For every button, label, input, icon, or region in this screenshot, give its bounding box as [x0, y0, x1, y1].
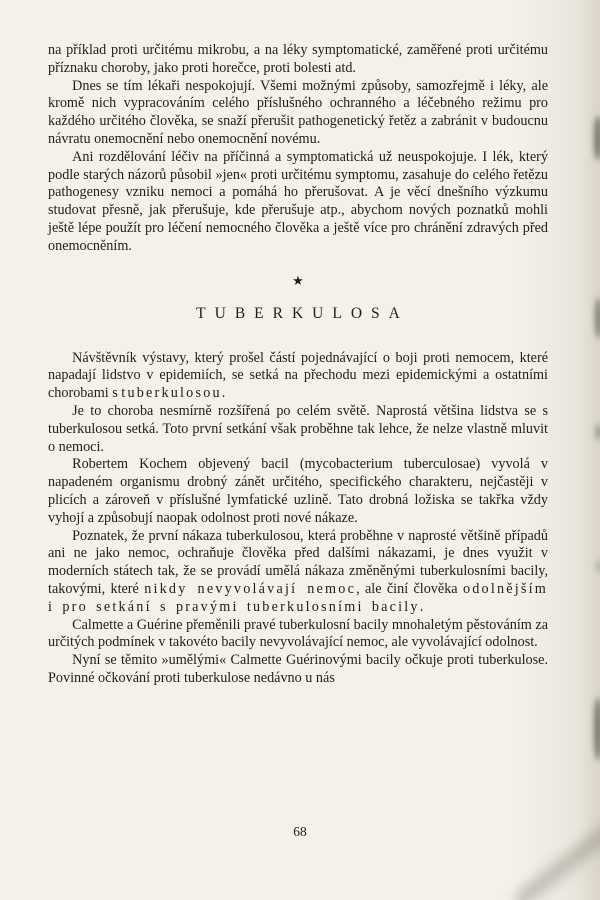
text-run: .	[221, 385, 226, 402]
scan-smudge	[594, 116, 600, 160]
scan-smudge	[594, 698, 600, 760]
paragraph	[48, 528, 548, 617]
paragraph	[48, 652, 548, 688]
paragraph	[48, 149, 548, 256]
page-number: 68	[293, 824, 307, 839]
paragraph	[48, 456, 548, 527]
paragraph	[48, 350, 548, 403]
page-text	[48, 42, 548, 688]
paragraph	[48, 403, 548, 456]
text-run: Nyní se těmito »umělými« Calmette Guérinovými bacily očkuje proti tuberkulose. Povinné očkování proti tuberkulose nedávno u nás	[48, 652, 548, 686]
text-run: Poznatek, že první nákaza tuberkulosou, která proběhne v naprosté většině případů ani ne jako nemoc, ochraňuje člověka před dalšími nákazami, je dnes využit v moderních státech tak, že se provádí umělá nákaza změněnými tuberkulosními bacily, takovými, které	[48, 527, 548, 597]
paragraph	[48, 617, 548, 653]
section-divider-star: ★	[292, 272, 304, 288]
section-heading: TUBERKULOSA	[196, 304, 409, 322]
emphasized-text: odolnějším i pro setkání s pravými tuberkulosními bacily	[48, 580, 548, 615]
text-run: na příklad proti určitému mikrobu, a na léky symptomatické, zaměřené proti určitému příznaku choroby, jako proti horečce, proti bolesti atd.	[48, 42, 548, 76]
text-run: Ani rozdělování léčiv na příčinná a symptomatická už neuspokojuje. I lék, který podle starých názorů působil »jen« proti určitému symptomu, zasahuje do celého řetězu pathogenesy vzniku nemoci a pomáhá ho přerušovat. A je věcí dnešního výzkumu studovat přesně, jak přerušuje, kde přerušuje atp., abychom nových poznatků mohli ještě lépe použít pro léčení nemocného člověka a ještě více pro chránění zdravých před onemocněním.	[48, 148, 548, 254]
text-run: Calmette a Guérine přeměnili pravé tuberkulosní bacily mnohaletým pěstováním za určitých podmínek v takovéto bacily nevyvolávající nemoc, ale vyvolávající odolnost.	[48, 616, 548, 651]
text-run: , ale činí člověka	[356, 580, 463, 597]
text-run: Návštěvník výstavy, který prošel částí pojednávající o boji proti nemocem, které napadají lidstvo v epidemiích, se setká na přechodu mezi epidemickými a ostatními chorobami s	[48, 349, 548, 402]
paragraph	[48, 42, 548, 78]
scan-smudge	[595, 298, 600, 338]
paragraph	[48, 78, 548, 149]
scan-smudge	[596, 424, 600, 440]
emphasized-text: tuberkulosou	[121, 385, 222, 402]
text-run: Robertem Kochem objevený bacil (mycobacterium tuberculosae) vyvolá v napadeném organismu drobný zánět určitého, specifického charakteru, nejčastěji v plicích a zároveň v příslušné lymfatické uzlině. Tato drobná ložiska se takřka vždy vyhojí a způsobují naopak odolnost proti nové nákaze.	[48, 456, 548, 526]
emphasized-text: nikdy nevyvolávají nemoc	[144, 580, 357, 597]
text-run: Dnes se tím lékaři nespokojují. Všemi možnými způsoby, samozřejmě i léky, ale kromě nich vypracováním celého příslušného ochranného a léčebného režimu pro každého určitého člověka, se snaží přerušit pathogenetický řetěz a zabránit v budoucnu návratu onemocnění nebo onemocnění novému.	[48, 77, 548, 147]
text-run: .	[419, 598, 424, 615]
text-run: Je to choroba nesmírně rozšířená po celém světě. Naprostá většina lidstva se s tuberkulosou setká. Toto první setkání však proběhne tak lehce, že nelze vlastně mluvit o nemoci.	[48, 402, 548, 455]
